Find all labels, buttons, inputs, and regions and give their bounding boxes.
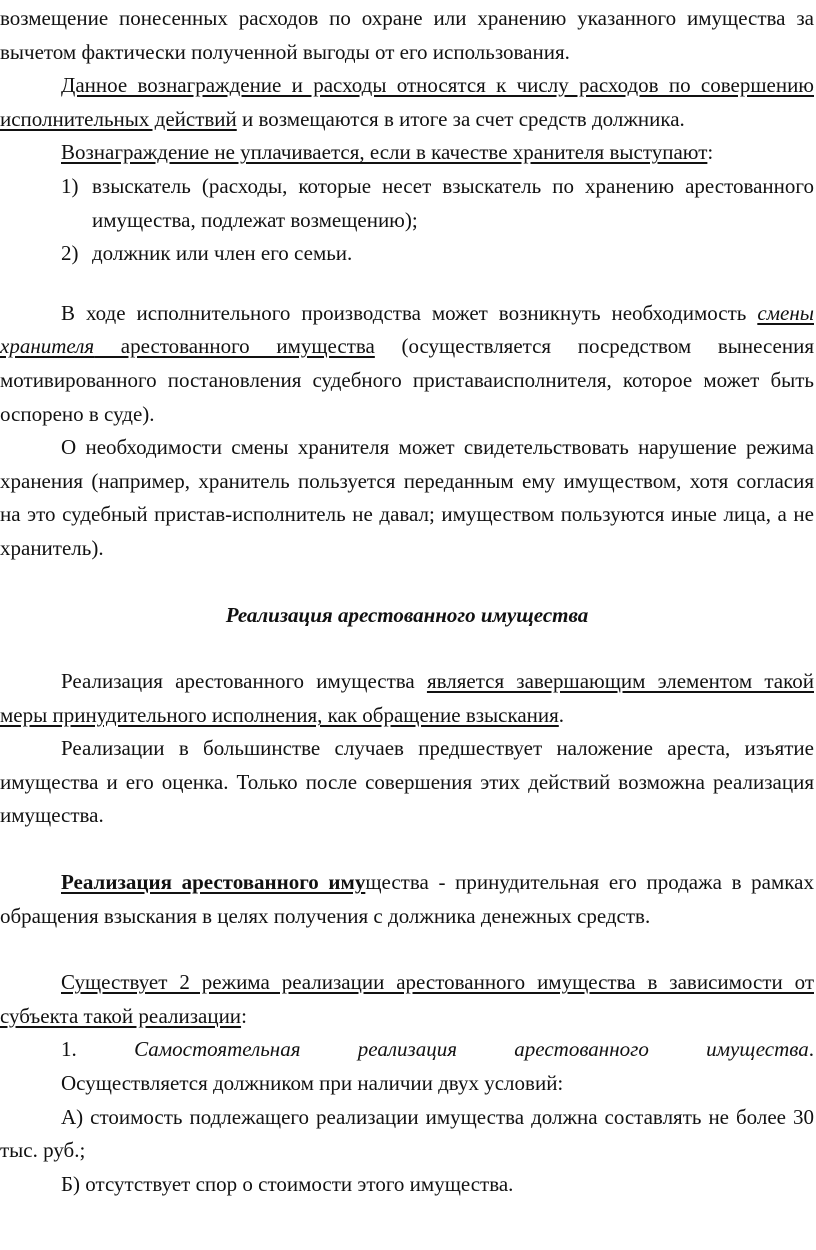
list-item-number: 2)	[61, 241, 79, 266]
paragraph-custodian-change	[0, 297, 814, 431]
list-item-text: взыскатель (расходы, которые несет взыскатель по хранению арестованного имущества, подлежат возмещению);	[92, 173, 814, 232]
paragraph-expenses	[0, 69, 814, 136]
paragraph-text: В ходе исполнительного производства может возникнуть необходимость	[61, 300, 758, 325]
underlined-text: арестованного имущества	[94, 334, 375, 359]
italic-underlined-text: смены хранителя	[0, 300, 814, 359]
paragraph-two-modes	[0, 966, 814, 1033]
paragraph-text: Б) отсутствует спор о стоимости этого имущества.	[61, 1171, 514, 1196]
paragraph-realization-precondition	[0, 732, 814, 833]
spacer	[0, 933, 814, 966]
spacer	[0, 271, 814, 297]
paragraph-no-reward	[0, 136, 814, 170]
paragraph-condition-a	[0, 1101, 814, 1168]
list-item	[0, 237, 814, 271]
spacer	[0, 632, 814, 665]
paragraph-storage-violation	[0, 431, 814, 565]
paragraph-condition-b	[0, 1168, 814, 1202]
paragraph-text: .	[558, 702, 565, 727]
paragraph-compensation	[0, 2, 814, 69]
colon: :	[707, 140, 714, 165]
item-number: 1.	[61, 1037, 77, 1062]
underlined-text: Вознаграждение не уплачивается, если в качестве хранителя выступают	[61, 140, 708, 165]
list-item	[0, 170, 814, 237]
paragraph-conditions	[0, 1067, 814, 1101]
list-item-number: 1)	[61, 173, 79, 198]
paragraph-text: щества - принудительная его продажа в рамках обращения взыскания в целях получения с должника денежных средств.	[0, 870, 814, 928]
paragraph-text: Осуществляется должником при наличии двух условий:	[61, 1071, 564, 1096]
paragraph-text: О необходимости смены хранителя может свидетельствовать нарушение режима хранения (например, хранитель пользуется переданным ему имуществом, хотя согласия на это судебный пристав-исполнитель не давал; имуществом пользуются иные лица, а не хранитель).	[0, 435, 814, 560]
colon: :	[241, 1003, 247, 1028]
dot: .	[808, 1037, 815, 1062]
spacer	[0, 833, 814, 866]
paragraph-mode-one	[0, 1033, 814, 1067]
paragraph-text: Реализации в большинстве случаев предшествует наложение ареста, изъятие имущества и его оценка. Только после совершения этих действий возможна реализация имущества.	[0, 736, 814, 828]
spacer	[0, 566, 814, 599]
underlined-text: Существует 2 режима реализации арестованного имущества в зависимости от субъекта такой реализации	[0, 970, 814, 1028]
paragraph-realization-final	[0, 665, 814, 732]
italic-term: Самостоятельная реализация арестованного имущества	[134, 1037, 809, 1062]
list-item-text: должник или член его семьи.	[92, 241, 353, 266]
underlined-text: Данное вознаграждение и расходы относятся к числу расходов по совершению исполнительных действий	[0, 73, 814, 131]
paragraph-realization-definition	[0, 866, 814, 933]
paragraph-text: возмещение понесенных расходов по охране или хранению указанного имущества за вычетом фактически полученной выгоды от его использования.	[0, 6, 814, 64]
underlined-text: является завершающим элементом такой меры принудительного исполнения, как обращение взыскания	[0, 669, 814, 727]
paragraph-text: Реализация арестованного имущества	[61, 669, 427, 694]
paragraph-text: (осуществляется посредством вынесения мотивированного постановления судебного приставаисполнителя, которое может быть оспорено в суде).	[0, 334, 814, 426]
custodian-list	[0, 170, 814, 271]
section-heading: Реализация арестованного имущества	[225, 602, 589, 627]
paragraph-text: А) стоимость подлежащего реализации имущества должна составлять не более 30 тыс. руб.;	[0, 1104, 814, 1163]
paragraph-text: и возмещаются в итоге за счет средств должника.	[236, 106, 685, 131]
bold-underlined-term: Реализация арестованного иму	[61, 870, 366, 895]
